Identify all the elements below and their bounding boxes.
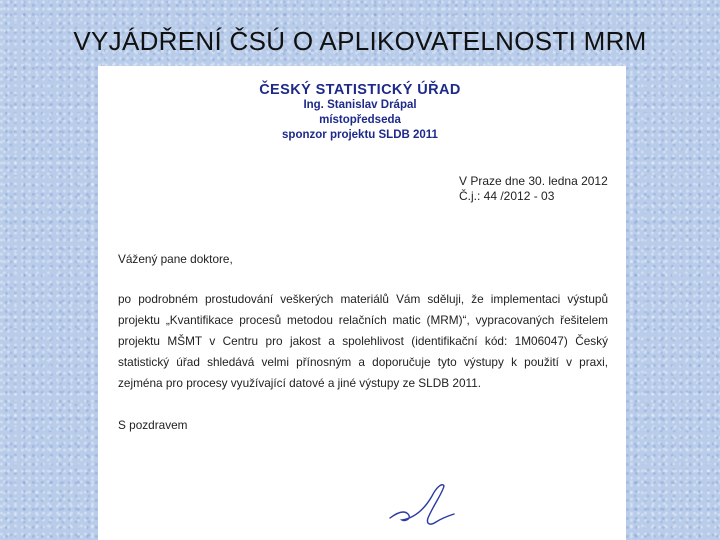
letter-header [180,82,540,143]
closing: S pozdravem [118,418,188,432]
signature-mark [384,474,464,534]
signatory-role: místopředseda [319,114,401,126]
organization-name: ČESKÝ STATISTICKÝ ÚŘAD [259,82,461,98]
signatory-name: Ing. Stanislav Drápal [303,99,417,111]
letter-document [98,66,626,540]
date-line: V Praze dne 30. ledna 2012 [459,174,608,188]
slide-title: VYJÁDŘENÍ ČSÚ O APLIKOVATELNOSTI MRM [73,26,647,56]
signatory-project-role: sponzor projektu SLDB 2011 [282,129,438,141]
letter-meta [459,174,608,204]
salutation: Vážený pane doktore, [118,252,233,266]
body-paragraph: po podrobném prostudování veškerých materiálů Vám sděluji, že implementaci výstupů projektu „Kvantifikace procesů metodou relačních matic (MRM)“, vypracovaných řešitelem projektu MŠMT v Centru pro jakost a spolehlivost (identifikační kód: 1M06047) Český statistický úřad shledává velmi přínosným a doporučuje tyto výstupy k použití v praxi, zejména pro procesy využívající datové a jiné výstupy ze SLDB 2011. [118,292,608,390]
reference-line: Č.j.: 44 /2012 - 03 [459,189,555,203]
letter-body [118,252,608,394]
